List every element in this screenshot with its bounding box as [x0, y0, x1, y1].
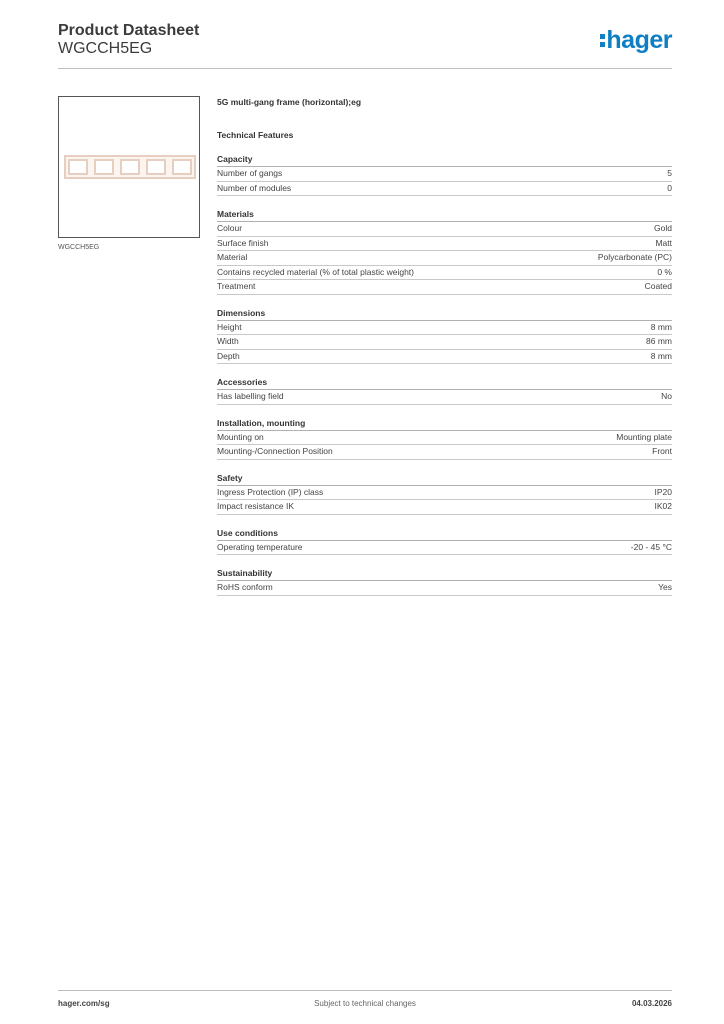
spec-content: [217, 96, 672, 596]
spec-row: [217, 390, 672, 405]
spec-label: Width: [217, 336, 239, 346]
spec-row: [217, 251, 672, 266]
multi-gang-frame-illustration: [64, 155, 196, 179]
section-capacity: [217, 153, 672, 196]
section-title: Installation, mounting: [217, 417, 672, 431]
spec-row: [217, 167, 672, 182]
technical-features-heading: Technical Features: [217, 130, 294, 140]
spec-row: [217, 445, 672, 460]
spec-label: RoHS conform: [217, 582, 273, 592]
section-title: Materials: [217, 208, 672, 222]
section-title: Use conditions: [217, 527, 672, 541]
spec-value: -20 - 45 °C: [630, 541, 672, 552]
website-link[interactable]: hager.com/sg: [58, 999, 110, 1008]
spec-row: [217, 321, 672, 336]
product-image: [58, 96, 200, 238]
product-name: 5G multi-gang frame (horizontal);eg: [217, 97, 362, 107]
section-title: Accessories: [217, 376, 672, 390]
spec-value: Front: [652, 446, 672, 456]
spec-value: IK02: [654, 501, 672, 511]
spec-row: [217, 237, 672, 252]
spec-row: [217, 431, 672, 446]
section-sustainability: [217, 567, 672, 596]
spec-label: Number of modules: [217, 182, 292, 193]
spec-row: [217, 486, 672, 501]
spec-value: Polycarbonate (PC): [597, 252, 672, 262]
spec-row: [217, 581, 672, 596]
spec-row: [217, 335, 672, 350]
section-title: Sustainability: [217, 567, 672, 581]
gang-opening: [94, 159, 114, 175]
section-accessories: [217, 376, 672, 405]
spec-label: Treatment: [217, 281, 256, 291]
footer-notice: Subject to technical changes: [314, 999, 416, 1008]
spec-label: Operating temperature: [217, 541, 303, 552]
section-dimensions: [217, 307, 672, 365]
spec-label: Colour: [217, 223, 243, 233]
spec-label: Impact resistance IK: [217, 501, 295, 511]
spec-label: Contains recycled material (% of total plastic weight): [217, 266, 414, 277]
section-use-conditions: [217, 527, 672, 556]
product-code-heading: WGCCH5EG: [58, 40, 153, 57]
spec-row: [217, 500, 672, 515]
logo-colon-icon: [600, 34, 605, 47]
gang-opening: [172, 159, 192, 175]
spec-label: Ingress Protection (IP) class: [217, 486, 324, 497]
spec-row: [217, 266, 672, 281]
spec-row: [217, 222, 672, 237]
spec-label: Mounting on: [217, 431, 264, 442]
logo-text: hager: [606, 26, 672, 54]
page-footer: [58, 990, 672, 1013]
section-safety: [217, 472, 672, 515]
section-title: Dimensions: [217, 307, 672, 321]
gang-opening: [68, 159, 88, 175]
spec-value: 8 mm: [650, 350, 672, 361]
spec-label: Has labelling field: [217, 391, 284, 401]
image-caption: WGCCH5EG: [58, 244, 100, 251]
spec-label: Mounting-/Connection Position: [217, 446, 333, 456]
spec-value: Yes: [658, 582, 672, 592]
document-title: Product Datasheet: [58, 22, 200, 39]
spec-label: Surface finish: [217, 237, 269, 248]
spec-label: Number of gangs: [217, 168, 283, 178]
spec-row: [217, 350, 672, 365]
spec-value: 8 mm: [650, 321, 672, 332]
spec-value: 0 %: [657, 266, 672, 277]
spec-value: 86 mm: [646, 336, 672, 346]
gang-opening: [120, 159, 140, 175]
spec-value: Gold: [654, 223, 672, 233]
section-title: Capacity: [217, 153, 672, 167]
spec-value: 5: [667, 168, 672, 178]
spec-value: Mounting plate: [616, 431, 672, 442]
section-installation: [217, 417, 672, 460]
section-title: Safety: [217, 472, 672, 486]
spec-value: No: [661, 391, 672, 401]
spec-value: Matt: [655, 237, 672, 248]
spec-label: Material: [217, 252, 248, 262]
page-header: [58, 22, 672, 69]
gang-opening: [146, 159, 166, 175]
hager-logo: [600, 28, 672, 53]
spec-row: [217, 541, 672, 556]
spec-value: 0: [667, 182, 672, 193]
spec-label: Height: [217, 321, 242, 332]
section-materials: [217, 208, 672, 295]
spec-label: Depth: [217, 350, 240, 361]
spec-value: Coated: [644, 281, 672, 291]
footer-date: 04.03.2026: [631, 999, 672, 1008]
spec-row: [217, 280, 672, 295]
spec-value: IP20: [654, 486, 672, 497]
spec-row: [217, 182, 672, 197]
